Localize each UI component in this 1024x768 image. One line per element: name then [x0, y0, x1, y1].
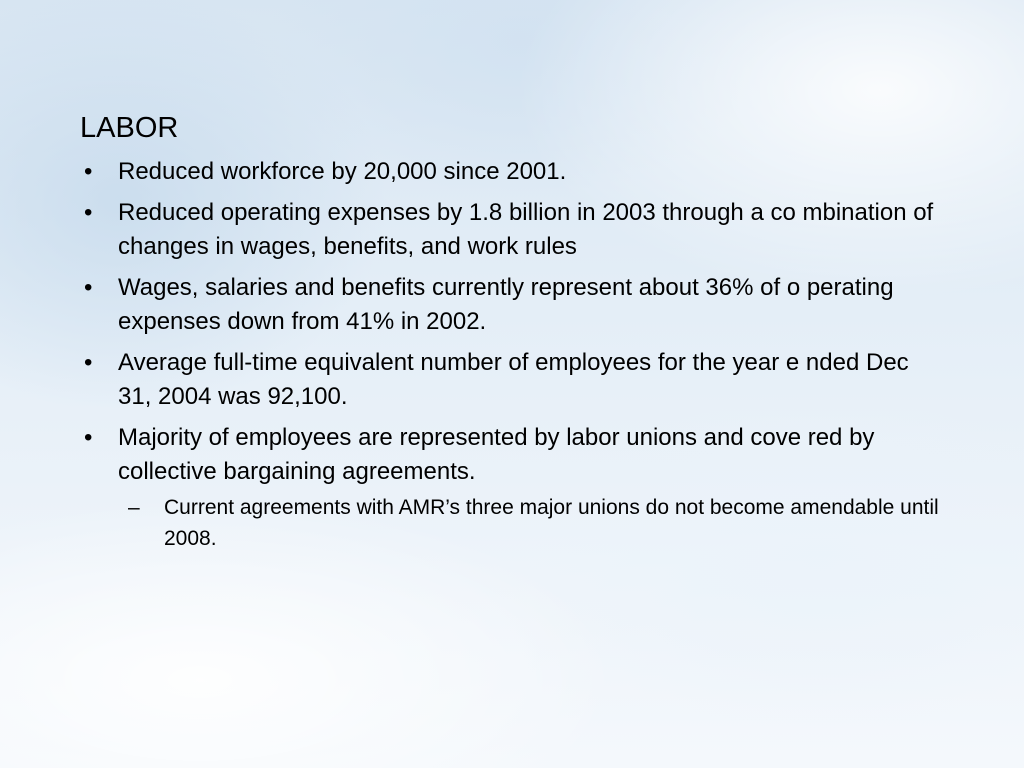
bullet-dot-icon: •: [84, 424, 93, 451]
bullet-list: [80, 155, 940, 561]
bullet-item: [80, 155, 940, 189]
dash-icon: –: [128, 496, 140, 519]
bullet-text: Wages, salaries and benefits currently represent about 36% of o perating expenses down from 41% in 2002.: [118, 274, 894, 335]
bullet-dot-icon: •: [84, 199, 93, 226]
bullet-text: Average full-time equivalent number of employees for the year e nded Dec 31, 2004 was 92,100.: [118, 349, 909, 410]
bullet-text: Majority of employees are represented by labor unions and cove red by collective bargaining agreements.: [118, 424, 875, 485]
bullet-item: [80, 346, 940, 414]
bullet-item: [80, 196, 940, 264]
bullet-dot-icon: •: [84, 274, 93, 301]
sub-bullet-text: Current agreements with AMR’s three major unions do not become amendable until 2008.: [164, 496, 939, 550]
bullet-dot-icon: •: [84, 158, 93, 185]
bullet-text: Reduced operating expenses by 1.8 billion in 2003 through a co mbination of changes in wages, benefits, and work rules: [118, 199, 934, 260]
sub-bullet-list: [118, 492, 940, 554]
bullet-text: Reduced workforce by 20,000 since 2001.: [118, 158, 567, 185]
bullet-dot-icon: •: [84, 349, 93, 376]
sub-bullet-item: [118, 492, 940, 554]
bullet-item: [80, 421, 940, 554]
bullet-item: [80, 271, 940, 339]
slide-title: LABOR: [80, 112, 179, 144]
